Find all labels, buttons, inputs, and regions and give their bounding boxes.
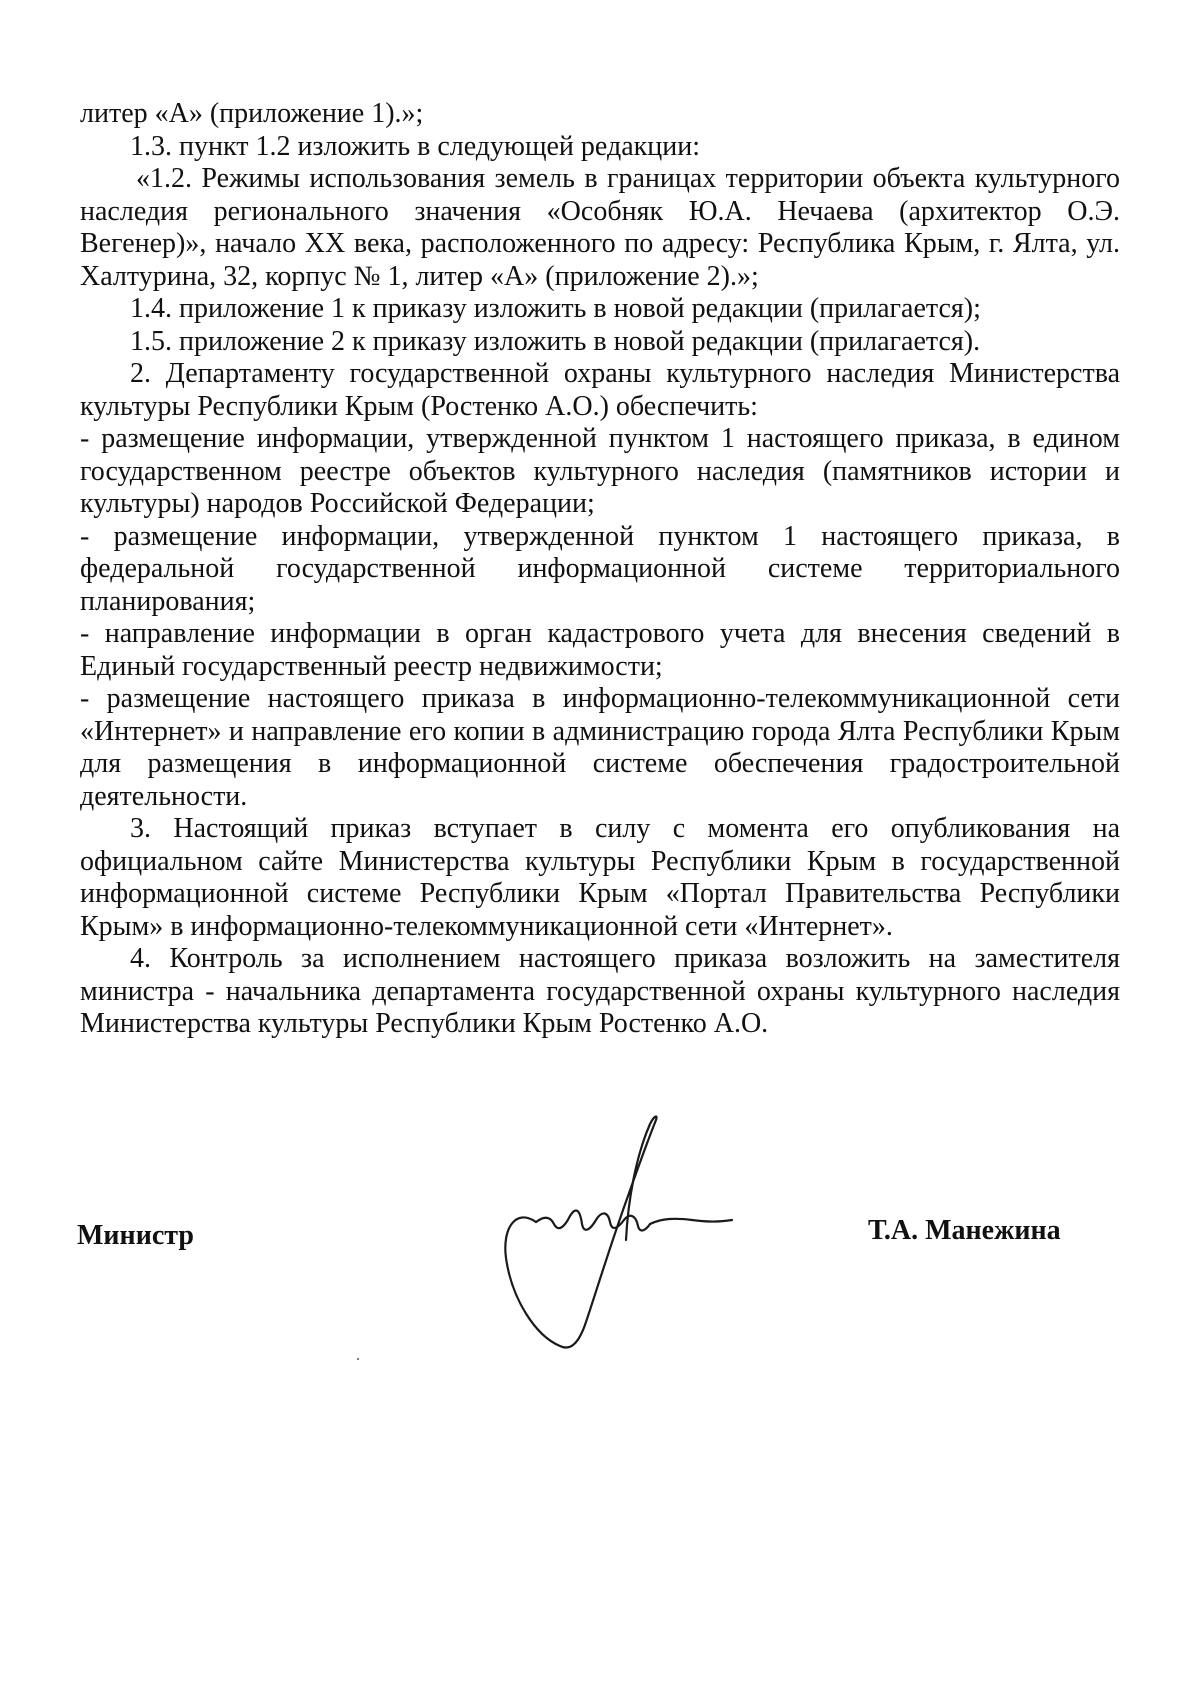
- paragraph-item-1-5: 1.5. приложение 2 к приказу изложить в новой редакции (прилагается).: [130, 325, 981, 357]
- paragraph-bullet-internet: - размещение настоящего приказа в информационно-телекоммуникационной сети «Интернет» и направление его копии в администрацию города Ялта Республики Крым для размещения в информационной системе обеспечения градостроительной деятельности.: [80, 683, 1120, 812]
- paragraph-bullet-registry: - размещение информации, утвержденной пунктом 1 настоящего приказа, в едином государственном реестре объектов культурного наследия (памятников истории и культуры) народов Российской Федерации;: [80, 423, 1120, 519]
- paragraph-item-2: 2. Департаменту государственной охраны культурного наследия Министерства культуры Республики Крым (Ростенко А.О.) обеспечить:: [80, 358, 1120, 422]
- paragraph-bullet-cadastre: - направление информации в орган кадастрового учета для внесения сведений в Единый государственный реестр недвижимости;: [80, 618, 1120, 682]
- paragraph-item-1-3: 1.3. пункт 1.2 изложить в следующей редакции:: [130, 130, 700, 162]
- signatory-role: Министр: [77, 1220, 194, 1251]
- paragraph-item-1-4: 1.4. приложение 1 к приказу изложить в новой редакции (прилагается);: [130, 293, 981, 324]
- paragraph-item-1-2-text: «1.2. Режимы использования земель в границах территории объекта культурного наследия регионального значения «Особняк Ю.А. Нечаева (архитектор О.Э. Вегенер)», начало XX века, расположенного по адресу: Республика Крым, г. Ялта, ул. Халтурина, 32, корпус № 1, литер «А» (приложение 2).»;: [80, 163, 1120, 292]
- paragraph-item-4: 4. Контроль за исполнением настоящего приказа возложить на заместителя министра - начальника департамента государственной охраны культурного наследия Министерства культуры Республики Крым Ростенко А.О.: [80, 943, 1120, 1039]
- paragraph-bullet-planning-system: - размещение информации, утвержденной пунктом 1 настоящего приказа, в федеральной государственной информационной системе территориального планирования;: [80, 520, 1120, 617]
- signatory-name: Т.А. Манежина: [868, 1215, 1061, 1246]
- paragraph-item-3: 3. Настоящий приказ вступает в силу с момента его опубликования на официальном сайте Министерства культуры Республики Крым в государственной информационной системе Республики Крым «Портал Правительства Республики Крым» в информационно-телекоммуникационной сети «Интернет».: [80, 813, 1120, 942]
- scan-artifact-dot: [357, 1358, 359, 1360]
- paragraph-continuation: литер «А» (приложение 1).»;: [80, 98, 424, 129]
- handwritten-signature-icon: [480, 1100, 740, 1360]
